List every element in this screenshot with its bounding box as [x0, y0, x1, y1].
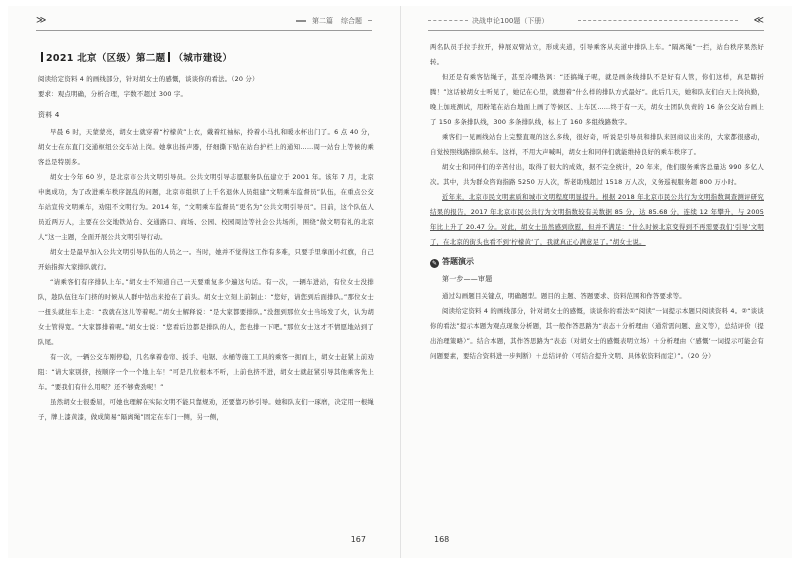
left-page	[8, 6, 400, 558]
title-bar	[41, 52, 43, 62]
header-section: 第二篇	[312, 17, 333, 25]
analysis-paragraph: 通过勾画题目关键点，明确题型。题目的主题、答题要求、资料范围和作答要求等。	[442, 292, 686, 300]
material-paragraph: 胡女士今年 60 岁，是北京市公共文明引导员。公共文明引导志愿服务队伍建立于 2001 年。该年 7 月，北京申奥成功，为了改进乘车秩序混乱的问题，北京市组织了上千名退休人员组建“文明乘车监督员”队伍，在重点公交车站宣传文明乘车，劝阻不文明行为。2014 年，“文明乘车监督员”更名为“公共文明引导员”。目前，这个队伍人员近两万人，主要在公交地铁站台、交通路口、商场、公园、校园周边等社会公共场所，围绕“做文明有礼的北京人”这一主题，全面开展公共文明引导行动。	[38, 173, 374, 241]
left-body	[38, 40, 374, 425]
page-number: 167	[350, 535, 366, 544]
answer-demo-heading	[430, 256, 764, 268]
material-paragraph: 虽然胡女士很委屈，可她也理解在实际文明不能只靠规劝，还要靠巧妙引导。她和队友们一琢磨，决定用一根绳子，牌上漆黄漆，做成简易“隔离绳”固定在车门一侧，另一侧，	[38, 398, 374, 421]
page-number: 168	[434, 535, 450, 544]
header-mark-icon: ≪	[753, 15, 764, 26]
header-topic: 综合题	[341, 17, 362, 25]
title-text: 2021 北京（区级）第二题	[46, 53, 166, 64]
material-paragraph: 但还是有乘客钻绳子，甚至冷嘲热讽：“还搞绳子呢，就是画条线排队不是好有人管，你们这样，真是瞎折腾！”这话被胡女士听见了，她记在心里，就想着“什么样的排队方式最好”。此后几天，她和队友们白天上岗执勤，晚上加班测试，用粉笔在站台地面上画了等候区、上车区……终于有一天，胡女士团队负责的 16 条公交站台画上了 150 多条排队线，300 多条排队线，标上了 160 多组线路数字。	[430, 73, 764, 126]
answer-demo-label: 答题演示	[442, 257, 474, 266]
header-book-title: 决战申论100题（下册）	[472, 17, 549, 25]
book-spread	[8, 6, 792, 558]
material-paragraph: “请乘客们有序排队上车。”胡女士不知道自己一天要重复多少遍这句话。有一次，一辆车进站，有位女士没排队，趁队伍往车门挤的时候从人群中钻出来抢在了前头。胡女士立刻上前制止：“您好，请您到后面排队。”那位女士一扭头就往车上走：“我就在这儿等着呢。”胡女士解释说：“是大家都要排队。”没想到那位女士当场发了火，认为胡女士管得宽。“大家都排着呢。”胡女士说：“您看后边都是排队的人，您也排一下吧。”那位女士这才不情愿地站到了队尾。	[38, 278, 374, 346]
material-paragraph: 胡女士是最早加入公共文明引导队伍的人员之一。当时，她并不觉得这工作有多难，只要手里拿面小红旗，自己开始指挥大家排队就行。	[38, 248, 374, 271]
right-page	[400, 6, 792, 558]
header-dash	[368, 20, 372, 21]
analysis-paragraph: 阅读给定资料 4 的画线部分，针对胡女士的感慨，谈谈你的看法①“阅读”一词提示本题只阅读资料 4。②“谈谈你的看法”提示本题为观点现象分析题，其一般作答思路为“表态＋分析理由（通常需问题、意义等），总结评价（提出治理策略）”。结合本题，其作答思路为“表态（对胡女士的感慨表明立场）＋分析理由（‘感慨’一词提示可能会有问题要素，要结合资料进一步判断）＋总结评价（可结合提升文明、具体依资料而定）”。（20 分）	[430, 307, 764, 360]
question-title	[38, 50, 374, 64]
material-paragraph: 早晨 6 时，天蒙蒙亮，胡女士就穿着“柠檬黄”上衣，戴着红袖标，拎着小马扎和暖水杯出门了。6 点 40 分，胡女士在东直门交通枢纽公交车站上岗。她拿出扬声器，仔细撕下贴在站台护栏上的通知……周一站台上等候的乘客总是特别多。	[38, 128, 374, 166]
title-tag: （城市建设）	[173, 53, 233, 64]
material-label: 资料 4	[38, 111, 60, 119]
material-paragraph: 两名队员手拉手拉开，伸展双臂站立，形成夹道，引导乘客从夹道中排队上车。“隔离绳”一拦，站台秩序果然好转。	[430, 43, 764, 66]
material-paragraph: 胡女士和同伴们的辛苦付出，取得了很大的成效，据不完全统计，20 年来，他们服务乘客总量达 990 多亿人次。其中，共为群众咨询指路 5250 万人次，帮老助残超过 1518 万人次，义务巡视服务超 800 万小时。	[430, 163, 764, 186]
header-bar	[296, 20, 306, 22]
underlined-paragraph: 近年来，北京市民文明素质和城市文明程度明显提升。根据 2018 年北京市民公共行为文明指数调查测评研究结果的报告，2017 年北京市民公共行为文明指数较有关数据 85 分，达 85.68 分，连续 12 年攀升，与 2005 年比上升了 20.47 分。对此，胡女士虽然感到欣慰，但并不满足：“什么时候北京变得到不再需要我们‘引导’文明了，在北京的街头也看不到‘柠檬黄’了，我就真正心满意足了。”胡女士说。	[430, 193, 764, 246]
material-paragraph: 有一次，一辆公交车刚停稳，几名拿着卷帘、扳手、电锯、水桶等施工工具的乘客一拥而上，胡女士赶紧上前劝阻：“请大家别挤，按顺序一个一个地上车！”可是几位根本不听，上前也挤不进，胡女士就赶紧引导其他乘客先上车。“要我们有什么用呢？还不够费劲呢！”	[38, 353, 374, 391]
title-bar	[168, 52, 170, 62]
right-header	[428, 14, 764, 31]
left-header	[36, 14, 372, 31]
header-dash	[578, 20, 738, 21]
header-mark-icon: ≫	[36, 15, 47, 26]
question-text: 阅读给定资料 4 的画线部分，针对胡女士的感慨，谈谈你的看法。（20 分）	[38, 75, 259, 83]
right-body	[430, 40, 764, 364]
material-paragraph: 乘客们一见画线站台上完整直观的这么多线，很好奇，听说是引导员和排队来回商议出来的，大家都很感动，自觉按照线路排队候车。这样，不用大声喊叫，胡女士和同伴们就能维持良好的乘车秩序了。	[430, 133, 764, 156]
header-dash	[428, 20, 468, 21]
question-requirements: 要求：观点明确，分析合理，字数不超过 300 字。	[38, 90, 188, 98]
pen-icon: ✎	[431, 260, 438, 267]
step-label: 第一步——审题	[442, 275, 493, 283]
